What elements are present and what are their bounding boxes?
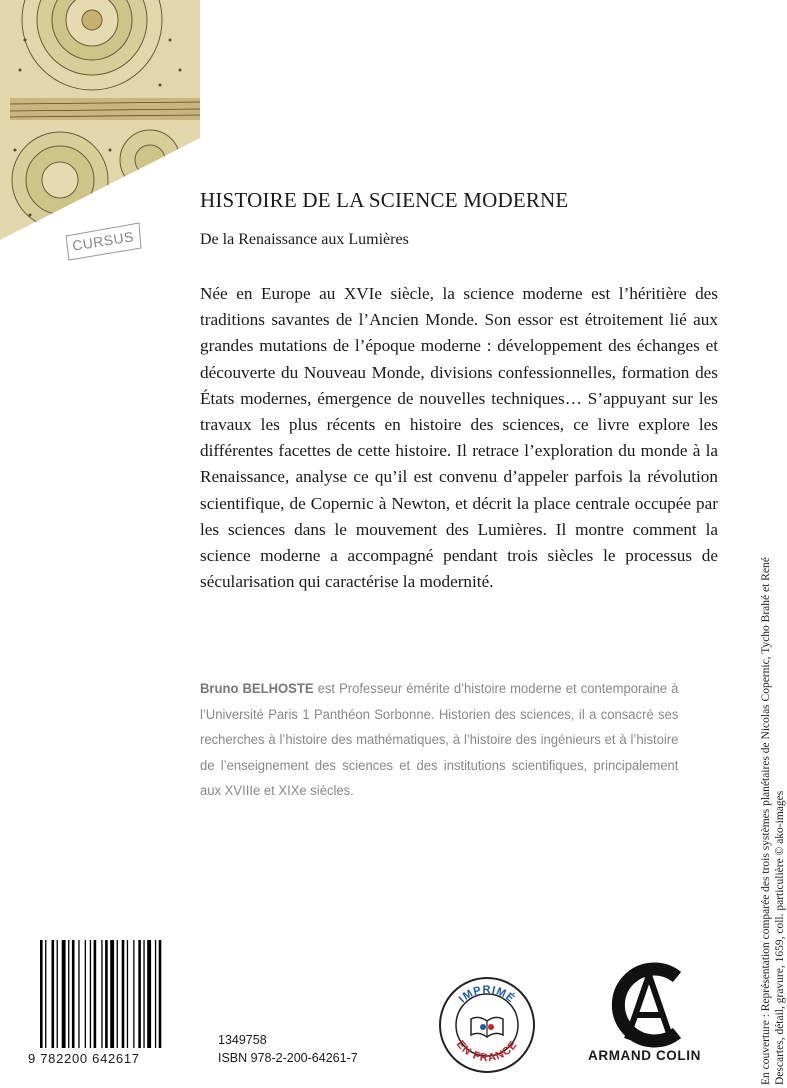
barcode-number: 9 782200 642617 — [28, 1051, 140, 1066]
imprime-top-text: IMPRIMÉ — [456, 984, 518, 1006]
book-icon — [471, 1017, 503, 1037]
armand-colin-logo — [605, 955, 695, 1050]
barcode-image — [38, 940, 203, 1050]
series-label: CURSUS — [71, 228, 135, 254]
imprime-en-france-badge — [437, 975, 537, 1075]
isbn-number: ISBN 978-2-200-64261-7 — [218, 1051, 358, 1065]
imprime-bottom-text: EN FRANCE — [453, 1038, 521, 1065]
book-title: HISTOIRE DE LA SCIENCE MODERNE — [200, 188, 569, 212]
series-badge — [63, 220, 143, 262]
back-cover-blurb: Née en Europe au XVIe siècle, la science moderne est l’héritière des traditions savantes de l’Ancien Monde. Son essor est étroitement lié aux grandes mutations de l’époque moderne : développement des échanges et découverte du Nouveau Monde, divisions confessionnelles, formation des États modernes, émergence de nouvelles techniques… S’appuyant sur les travaux les plus récents en histoire des sciences, ce livre explore les différentes facettes de cette histoire. Il retrace l’exploration du monde à la Renaissance, analyse ce qu’il est convenu d’appeler parfois la révolution scientifique, de Copernic à Newton, et décrit la place centrale occupée par les sciences dans le mouvement des Lumières. Il montre comment la science moderne a accompagné pendant trois siècles le processus de sécularisation qui caractérise la modernité. — [200, 284, 718, 592]
cover-credit: En couverture : Représentation comparée des trois systèmes planétaires de Nicolas Copernic, Tycho Brahé et René Descartes, détail, gravure, 1659, coll. particulière © ako-images — [760, 557, 786, 1085]
author-name: Bruno BELHOSTE — [200, 681, 314, 697]
author-bio-text: est Professeur émérite d’histoire moderne et contemporaine à l’Université Paris 1 Panthéon Sorbonne. Historien des sciences, il a consacré ses recherches à l’histoire des mathématiques, à l’histoire des ingénieurs et à l’histoire de l’enseignement des sciences et des institutions scientifiques, principalement aux XVIIIe et XIXe siècles. — [200, 681, 679, 799]
reference-number: 1349758 — [218, 1033, 267, 1047]
publisher-name: ARMAND COLIN — [588, 1048, 701, 1063]
cover-engraving-image — [0, 0, 200, 240]
book-subtitle: De la Renaissance aux Lumières — [200, 231, 409, 248]
author-bio — [200, 677, 678, 805]
